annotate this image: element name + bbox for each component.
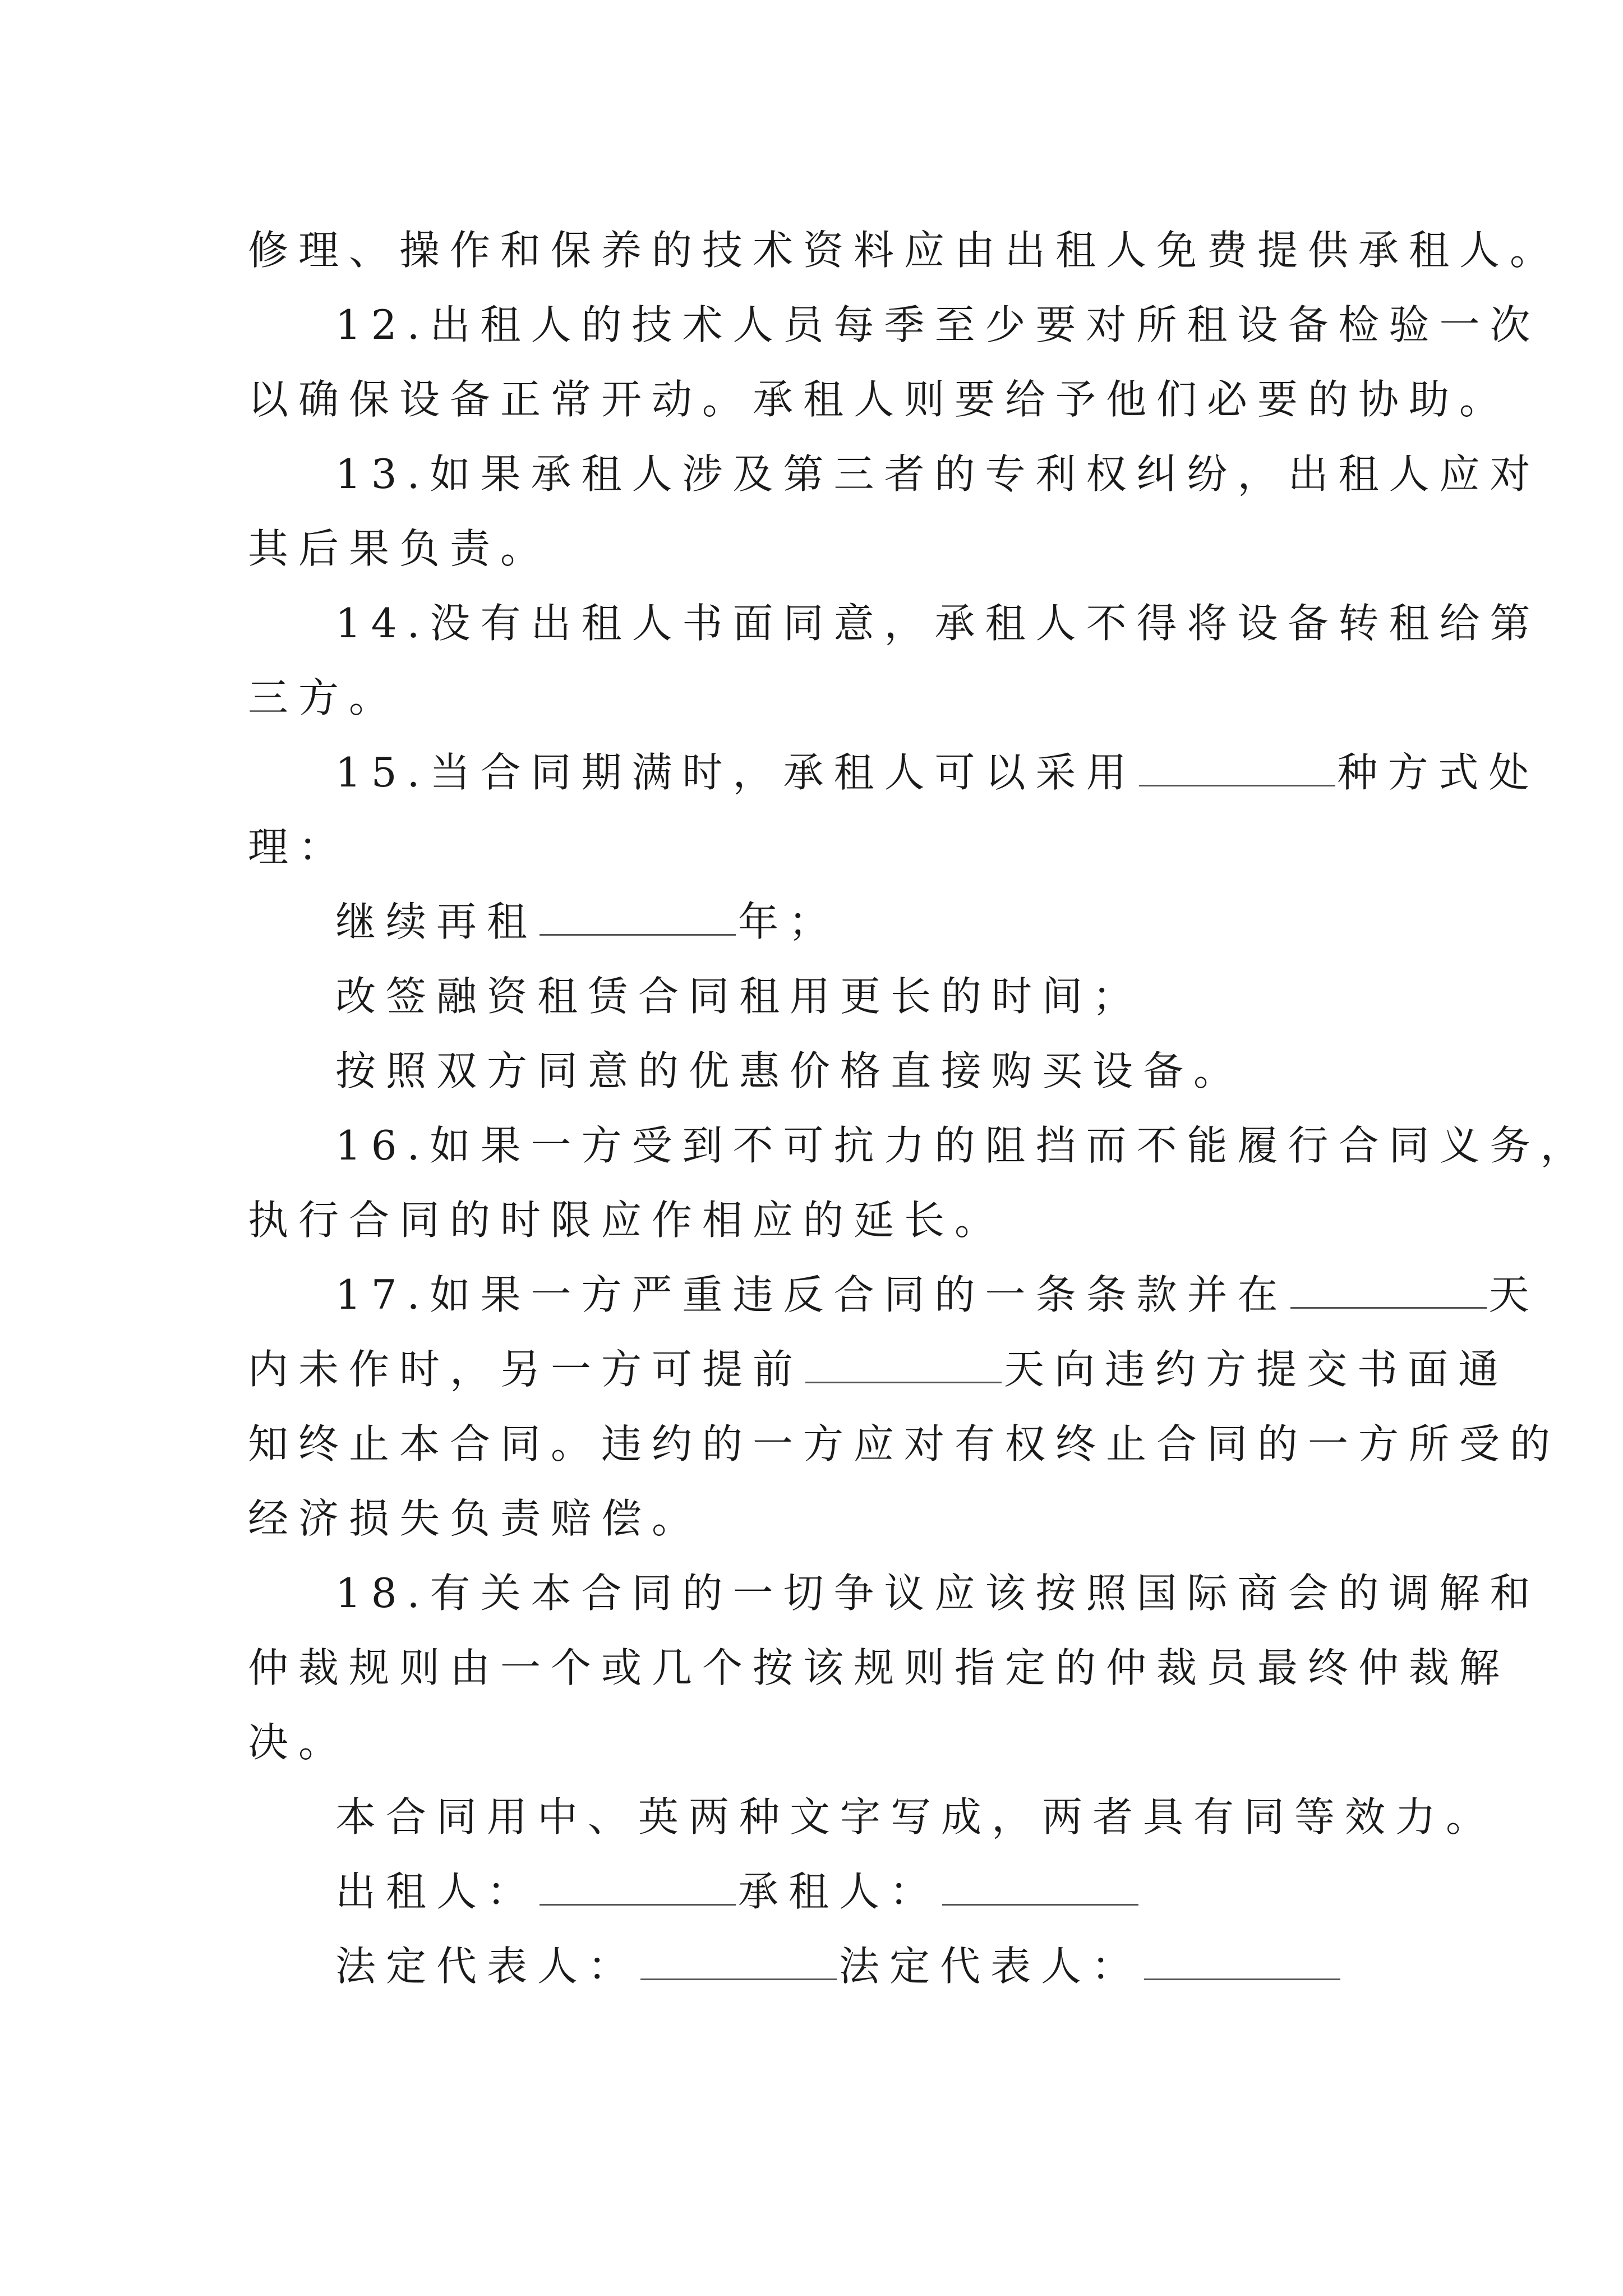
clause-17-line-4 [248,1481,1386,1556]
option-continue-lease [248,885,1386,959]
clause-14-line-1 [248,586,1541,661]
clause-13-line-1 [248,437,1541,512]
paragraph-text: 经济损失负责赔偿。 [248,1495,703,1542]
paragraph-text: 12.出租人的技术人员每季至少要对所租设备检验一次 [335,301,1541,348]
clause-18-line-2 [248,1631,1510,1705]
option-finance-lease [248,959,1386,1034]
paragraph-text: 18.有关本合同的一切争议应该按照国际商会的调解和 [335,1570,1541,1617]
clause-15-line-2 [248,810,1386,885]
fill-in-blank [540,897,736,936]
paragraph-text: 种方式处 [1337,749,1539,796]
lessor-label: 出租人： [335,1868,538,1915]
paragraph-text: 以确保设备正常开动。承租人则要给予他们必要的协助。 [248,376,1510,423]
signature-parties [248,1855,1386,1929]
paragraph-text: 年； [738,898,840,945]
fill-in-blank [1290,1270,1487,1309]
paragraph-text: 修理、操作和保养的技术资料应由出租人免费提供承租人。 [248,227,1561,274]
option-purchase [248,1034,1386,1108]
clause-17-line-1 [248,1258,1539,1332]
signature-representatives [248,1929,1386,2004]
paragraph-text: 其后果负责。 [248,525,551,572]
paragraph-text: 三方。 [248,674,400,721]
contract-text [248,213,1591,2004]
clause-12-line-2 [248,362,1510,437]
clause-12-line-1 [248,288,1541,362]
clause-14-line-2 [248,661,1386,735]
lessee-signature-blank [942,1867,1138,1906]
clause-17-line-2 [248,1332,1509,1407]
lessee-representative-label: 法定代表人： [839,1943,1142,1990]
paragraph-text: 执行合同的时限应作相应的延长。 [248,1197,1006,1244]
paragraph-text: 决。 [248,1719,349,1766]
paragraph-text: 本合同用中、英两种文字写成，两者具有同等效力。 [335,1793,1497,1841]
language-clause [248,1780,1497,1855]
lessor-signature-blank [540,1867,736,1906]
paragraph-text: 天 [1488,1271,1539,1318]
paragraph-text: 13.如果承租人涉及第三者的专利权纠纷，出租人应对 [335,450,1541,498]
paragraph-text: 理： [248,823,349,871]
paragraph-text: 内未作时，另一方可提前 [248,1346,804,1393]
text-line [248,213,1561,288]
clause-13-line-2 [248,512,1386,586]
fill-in-blank [1139,748,1335,786]
lessee-representative-blank [1144,1941,1340,1980]
lessor-representative-blank [640,1941,837,1980]
paragraph-text: 17.如果一方严重违反合同的一条条款并在 [335,1271,1288,1318]
clause-18-line-1 [248,1556,1541,1631]
lessor-representative-label: 法定代表人： [335,1943,639,1990]
paragraph-text: 16.如果一方受到不可抗力的阻挡而不能履行合同义务， [335,1122,1591,1169]
clause-16-line-2 [248,1183,1386,1258]
paragraph-text: 15.当合同期满时，承租人可以采用 [335,749,1137,796]
paragraph-text: 按照双方同意的优惠价格直接购买设备。 [335,1047,1244,1094]
paragraph-text: 仲裁规则由一个或几个按该规则指定的仲裁员最终仲裁解 [248,1644,1510,1691]
clause-18-line-3 [248,1705,1386,1780]
clause-16-line-1 [248,1108,1591,1183]
paragraph-text: 14.没有出租人书面同意，承租人不得将设备转租给第 [335,600,1541,647]
clause-17-line-3 [248,1407,1561,1481]
paragraph-text: 改签融资租赁合同租用更长的时间； [335,973,1144,1020]
lessee-label: 承租人： [738,1868,940,1915]
paragraph-text: 继续再租 [335,898,538,945]
paragraph-text: 知终止本合同。违约的一方应对有权终止合同的一方所受的 [248,1420,1561,1467]
paragraph-text: 天向违约方提交书面通 [1004,1346,1509,1393]
clause-15-line-1 [248,735,1539,810]
fill-in-blank [805,1345,1002,1383]
